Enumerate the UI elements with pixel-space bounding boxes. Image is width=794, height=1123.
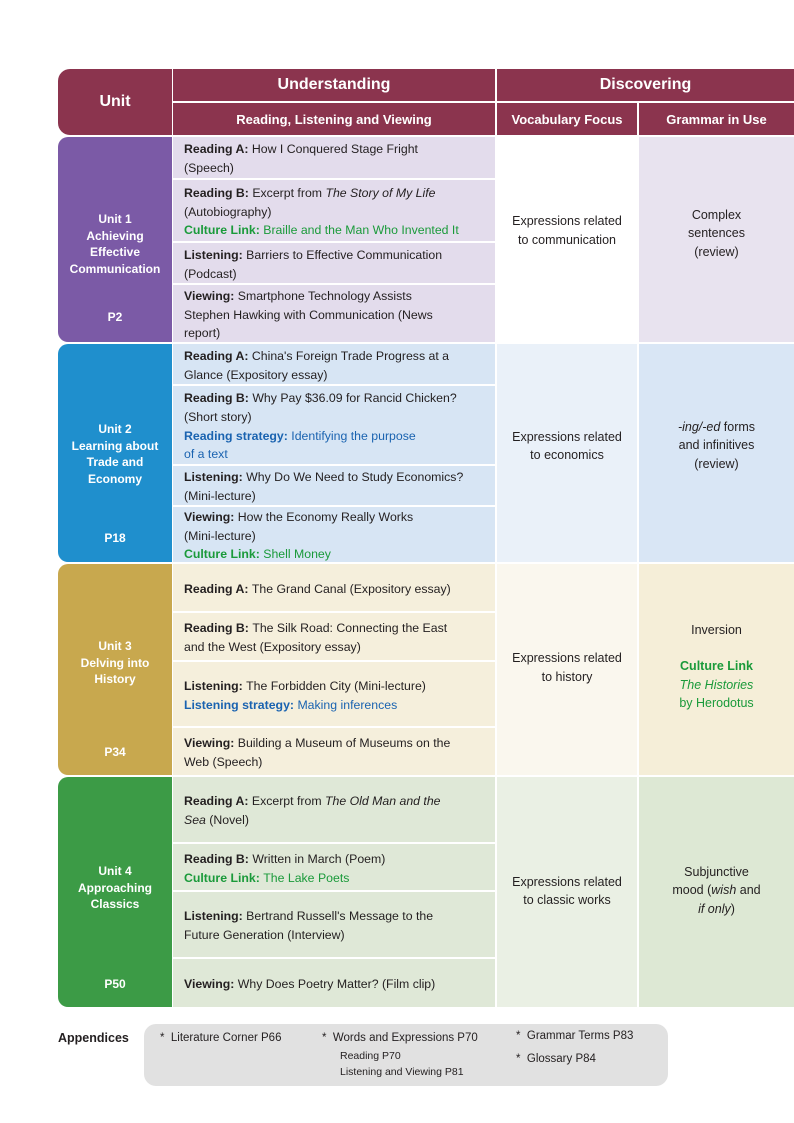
cell-text: Making inferences — [297, 697, 398, 712]
unit-page: P34 — [104, 745, 126, 759]
unit-title: Unit 2 Learning about Trade and Economy — [71, 422, 159, 486]
cell-text: Reading A: — [184, 581, 252, 596]
cell-text: The Lake Poets — [263, 870, 350, 885]
cell-line — [184, 389, 487, 408]
cell-line — [184, 677, 487, 696]
unit-2-listening — [173, 466, 495, 505]
cell-text: Reading A: — [184, 348, 252, 363]
cell-line — [184, 265, 487, 284]
cell-line — [184, 926, 487, 945]
unit-3-reading-a — [173, 564, 495, 611]
cell-text: Reading B: — [184, 621, 253, 636]
cell-line — [184, 696, 487, 715]
cell-text: Smartphone Technology Assists — [237, 288, 412, 303]
unit-title: Unit 1 Achieving Effective Communication — [69, 212, 161, 276]
appendix-reading[interactable]: Reading P70 — [340, 1050, 401, 1062]
cell-text: Viewing: — [184, 288, 238, 303]
unit-4-listening — [173, 892, 495, 957]
header-reading-listening-viewing: Reading, Listening and Viewing — [173, 103, 495, 135]
unit-1-reading-a — [173, 137, 495, 178]
cell-line — [184, 427, 487, 446]
cell-line — [184, 140, 487, 159]
cell-text: Culture Link: — [184, 223, 264, 238]
cell-line — [184, 907, 487, 926]
bullet-icon: * — [516, 1030, 521, 1042]
header-vocabulary-focus: Vocabulary Focus — [497, 103, 637, 135]
cell-text: Identifying the purpose — [291, 428, 416, 443]
unit-1-grammar: Complex sentences (review) — [639, 137, 794, 342]
unit-2-reading-b — [173, 386, 495, 464]
unit-3-reading-b — [173, 613, 495, 660]
cell-text: Why Pay $36.09 for Rancid Chicken? — [252, 390, 457, 405]
cell-text: Excerpt from — [252, 185, 326, 200]
cell-text: Building a Museum of Museums on the — [237, 736, 451, 751]
cell-text: Listening strategy: — [184, 697, 298, 712]
cell-text: The Forbidden City (Mini-lecture) — [246, 678, 426, 693]
cell-text: Stephen Hawking with Communication (News — [184, 307, 433, 322]
unit-4-grammar: Subjunctive mood (wish and if only) — [639, 777, 794, 1007]
cell-text: Listening: — [184, 470, 247, 485]
cell-text: (Novel) — [205, 813, 249, 827]
cell-text: Reading strategy: — [184, 428, 292, 443]
appendix-words-expressions[interactable]: * Words and Expressions P70 — [322, 1032, 478, 1044]
cell-line — [184, 753, 487, 772]
appendix-glossary[interactable]: * Glossary P84 — [516, 1053, 596, 1065]
cell-text: Culture Link: — [184, 870, 264, 885]
bullet-icon: * — [160, 1032, 165, 1044]
unit-4-reading-b — [173, 844, 495, 890]
cell-line — [184, 306, 487, 325]
bullet-icon: * — [322, 1032, 327, 1044]
cell-line — [184, 619, 487, 638]
grammar-culture-link: Culture Link — [680, 659, 753, 673]
cell-text: (Podcast) — [184, 266, 237, 281]
cell-line — [184, 184, 487, 203]
cell-line — [184, 850, 487, 869]
unit-4-reading-a — [173, 777, 495, 842]
cell-text: Listening: — [184, 909, 247, 924]
cell-text: China's Foreign Trade Progress at a — [251, 348, 450, 363]
cell-line — [184, 408, 487, 427]
unit-3-viewing — [173, 728, 495, 775]
cell-line — [184, 159, 487, 178]
cell-line — [184, 869, 487, 888]
cell-text: and the West (Expository essay) — [184, 640, 361, 654]
cell-line — [184, 246, 487, 265]
appendix-listening-viewing[interactable]: Listening and Viewing P81 — [340, 1066, 464, 1078]
header-grammar-in-use: Grammar in Use — [639, 103, 794, 135]
cell-text: How the Economy Really Works — [237, 509, 414, 524]
cell-text: The Silk Road: Connecting the East — [252, 621, 448, 636]
cell-text: Reading B: — [184, 185, 253, 200]
cell-text: Why Does Poetry Matter? (Film clip) — [237, 977, 436, 992]
cell-text: Glance (Expository essay) — [184, 367, 328, 382]
cell-text: report) — [184, 326, 221, 341]
cell-line — [184, 468, 487, 487]
unit-1-reading-b — [173, 180, 495, 241]
cell-line — [184, 203, 487, 222]
header-understanding: Understanding — [173, 69, 495, 101]
bullet-icon: * — [516, 1053, 521, 1065]
grammar-culture-work: The Histories — [679, 677, 754, 692]
cell-text: Sea — [184, 813, 206, 827]
cell-text: Barriers to Effective Communication — [246, 247, 443, 262]
cell-line — [184, 580, 487, 599]
cell-text: (Speech) — [184, 161, 234, 175]
cell-text: Listening: — [184, 678, 247, 693]
unit-3-cell — [58, 564, 172, 775]
cell-line — [184, 221, 487, 240]
grammar-ing-ed: -ing/-ed — [677, 419, 721, 434]
appendices-label: Appendices — [58, 1031, 129, 1045]
cell-text: Bertrand Russell's Message to the — [246, 909, 434, 924]
cell-line — [184, 324, 487, 343]
header-discovering: Discovering — [497, 69, 794, 101]
cell-text: Culture Link: — [184, 547, 264, 562]
cell-text: Reading A: — [184, 142, 252, 157]
cell-text: Viewing: — [184, 736, 238, 751]
cell-text: The Grand Canal (Expository essay) — [251, 581, 451, 596]
unit-page: P2 — [107, 310, 123, 324]
unit-2-reading-a — [173, 344, 495, 384]
unit-page: P18 — [104, 531, 126, 545]
grammar-forms: forms — [720, 419, 756, 434]
unit-title: Unit 4 Approaching Classics — [78, 864, 152, 911]
cell-text: Reading B: — [184, 851, 253, 866]
unit-2-vocabulary: Expressions related to economics — [497, 344, 637, 562]
unit-4-viewing — [173, 959, 495, 1007]
cell-line — [184, 508, 487, 527]
cell-text: of a text — [184, 447, 228, 462]
unit-2-viewing — [173, 507, 495, 562]
cell-line — [184, 487, 487, 506]
appendix-literature[interactable]: * Literature Corner P66 — [160, 1032, 282, 1044]
cell-text: How I Conquered Stage Fright — [251, 142, 418, 157]
cell-text: Shell Money — [263, 547, 331, 562]
cell-text: The Story of My Life — [325, 185, 436, 200]
unit-3-listening — [173, 662, 495, 726]
cell-text: Listening: — [184, 247, 247, 262]
unit-page: P50 — [104, 977, 126, 991]
unit-2-cell — [58, 344, 172, 562]
grammar-culture-author: by Herodotus — [679, 696, 754, 710]
cell-line — [184, 366, 487, 385]
cell-text: Future Generation (Interview) — [184, 928, 345, 942]
cell-text: The Old Man and the — [325, 794, 441, 809]
cell-line — [184, 792, 487, 811]
unit-1-vocabulary: Expressions related to communication — [497, 137, 637, 342]
cell-text: Reading B: — [184, 390, 253, 405]
cell-text: Web (Speech) — [184, 755, 263, 769]
cell-text: (Mini-lecture) — [184, 489, 256, 503]
unit-title: Unit 3 Delving into History — [80, 639, 150, 686]
cell-text: Reading A: — [184, 794, 252, 809]
unit-4-cell — [58, 777, 172, 1007]
cell-text: Written in March (Poem) — [252, 851, 386, 866]
unit-3-vocabulary: Expressions related to history — [497, 564, 637, 775]
cell-line — [184, 445, 487, 464]
cell-line — [184, 638, 487, 657]
cell-text: Excerpt from — [251, 794, 325, 809]
unit-1-cell — [58, 137, 172, 342]
cell-text: (Autobiography) — [184, 204, 272, 219]
unit-2-grammar: -ing/-ed forms and infinitives (review) — [639, 344, 794, 562]
cell-line — [184, 975, 487, 994]
unit-4-vocabulary: Expressions related to classic works — [497, 777, 637, 1007]
cell-text: Viewing: — [184, 977, 238, 992]
cell-text: (Mini-lecture) — [184, 528, 256, 543]
unit-1-viewing — [173, 285, 495, 342]
cell-line — [184, 734, 487, 753]
grammar-inversion: Inversion — [691, 622, 742, 637]
cell-text: (Short story) — [184, 409, 252, 424]
unit-3-grammar — [639, 564, 794, 775]
appendix-grammar-terms[interactable]: * Grammar Terms P83 — [516, 1030, 634, 1042]
appendices-box — [144, 1024, 668, 1086]
cell-line — [184, 527, 487, 546]
header-unit: Unit — [58, 69, 172, 135]
cell-line — [184, 545, 487, 564]
cell-line — [184, 347, 487, 366]
cell-line — [184, 287, 487, 306]
cell-text: Viewing: — [184, 509, 238, 524]
unit-1-listening — [173, 243, 495, 283]
cell-text: Braille and the Man Who Invented It — [263, 223, 459, 238]
cell-line — [184, 811, 487, 830]
cell-text: Why Do We Need to Study Economics? — [246, 470, 464, 485]
